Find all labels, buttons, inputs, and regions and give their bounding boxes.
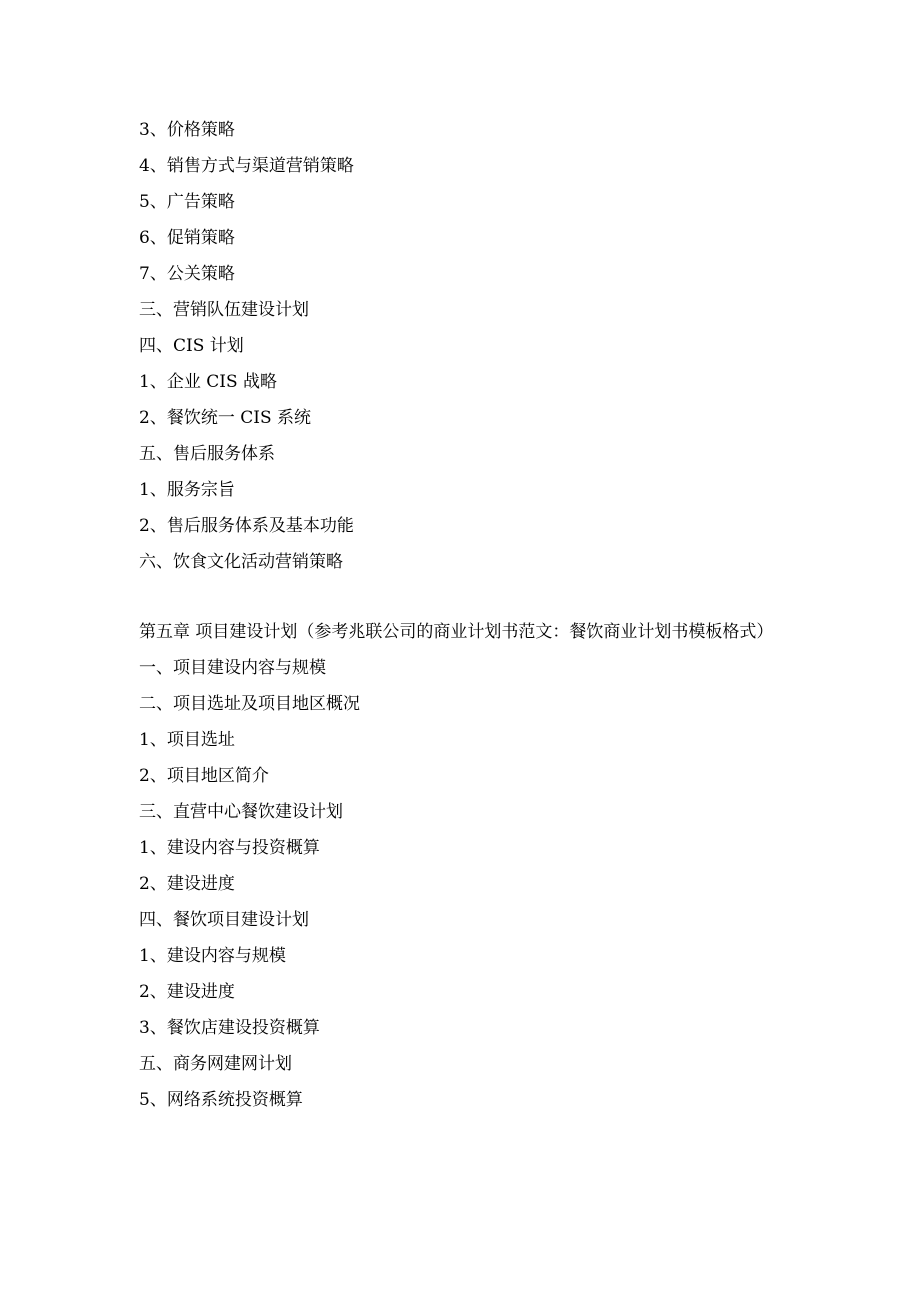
section-heading: 六、饮食文化活动营销策略	[139, 552, 343, 572]
list-item: 1、项目选址	[139, 730, 235, 750]
list-item: 3、价格策略	[139, 120, 235, 140]
list-item: 5、广告策略	[139, 192, 235, 212]
paragraph-gap	[139, 580, 799, 614]
list-item: 2、建设进度	[139, 874, 235, 894]
list-item: 3、餐饮店建设投资概算	[139, 1018, 320, 1038]
list-item: 6、促销策略	[139, 228, 235, 248]
list-item: 1、建设内容与规模	[139, 946, 286, 966]
list-item: 2、餐饮统一 CIS 系统	[139, 408, 311, 428]
list-item: 2、售后服务体系及基本功能	[139, 516, 354, 536]
section-heading: 五、售后服务体系	[139, 444, 275, 464]
list-item: 5、网络系统投资概算	[139, 1090, 303, 1110]
section-heading: 一、项目建设内容与规模	[139, 658, 326, 678]
section-heading: 四、CIS 计划	[139, 336, 244, 356]
list-item: 2、建设进度	[139, 982, 235, 1002]
list-item: 2、项目地区简介	[139, 766, 269, 786]
document-content	[139, 112, 799, 1118]
list-item: 7、公关策略	[139, 264, 235, 284]
chapter-heading: 第五章 项目建设计划（参考兆联公司的商业计划书范文：餐饮商业计划书模板格式）	[139, 622, 774, 642]
section-heading: 五、商务网建网计划	[139, 1054, 292, 1074]
section-heading: 四、餐饮项目建设计划	[139, 910, 309, 930]
section-heading: 二、项目选址及项目地区概况	[139, 694, 360, 714]
section-heading: 三、直营中心餐饮建设计划	[139, 802, 343, 822]
list-item: 1、服务宗旨	[139, 480, 235, 500]
list-item: 1、企业 CIS 战略	[139, 372, 277, 392]
list-item: 1、建设内容与投资概算	[139, 838, 320, 858]
section-heading: 三、营销队伍建设计划	[139, 300, 309, 320]
list-item: 4、销售方式与渠道营销策略	[139, 156, 354, 176]
